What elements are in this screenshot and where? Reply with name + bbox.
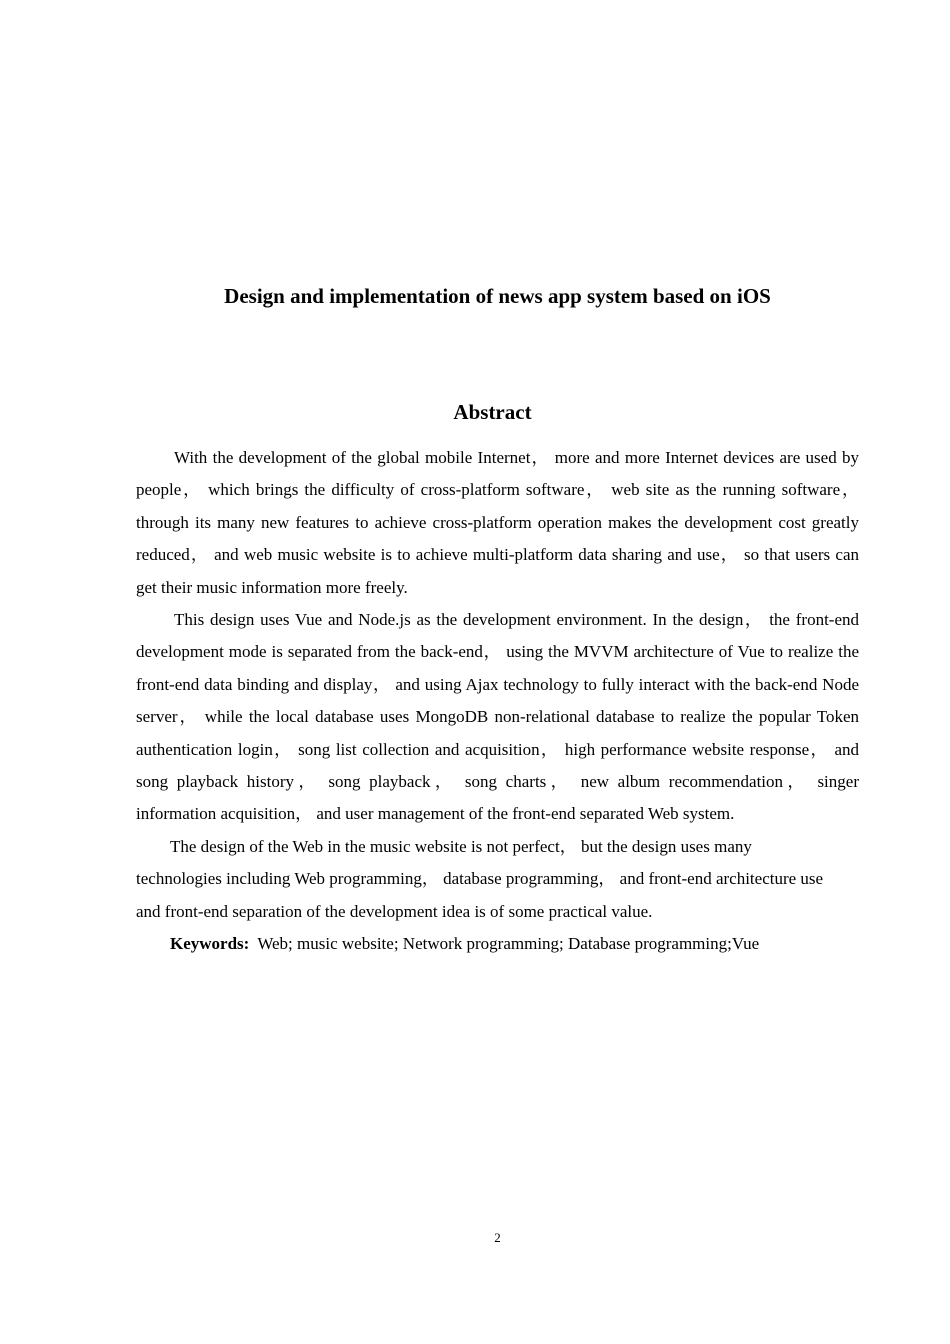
abstract-paragraph-3: The design of the Web in the music website is not perfect， but the design uses many technologies including Web programming， database programming， and front-end architecture use and front-end separation of the development idea is of some practical value. [136,836,824,921]
abstract-body [136,442,859,961]
keywords-line [136,928,859,960]
keywords-value: Web; music website; Network programming; Database programming;Vue [257,934,760,954]
abstract-heading: Abstract [453,400,532,424]
abstract-paragraph-1: With the development of the global mobile Internet， more and more Internet devices are used by people， which brings the difficulty of cross-platform software， web site as the running software， through its many new features to achieve cross-platform operation makes the development cost greatly reduced， and web music website is to achieve multi-platform data sharing and use， so that users can get their music information more freely. [136,448,859,597]
paper-title: Design and implementation of news app system based on iOS [224,284,771,308]
abstract-paragraph-2: This design uses Vue and Node.js as the development environment. In the design， the front-end development mode is separated from the back-end， using the MVVM architecture of Vue to realize the front-end data binding and display， and using Ajax technology to fully interact with the back-end Node server， while the local database uses MongoDB non-relational database to realize the popular Token authentication login， song list collection and acquisition， high performance website response， and song playback history， song playback， song charts， new album recommendation， singer information acquisition， and user management of the front-end separated Web system. [136,610,859,824]
keywords-label: Keywords: [170,934,250,954]
page-number: 2 [494,1230,501,1245]
